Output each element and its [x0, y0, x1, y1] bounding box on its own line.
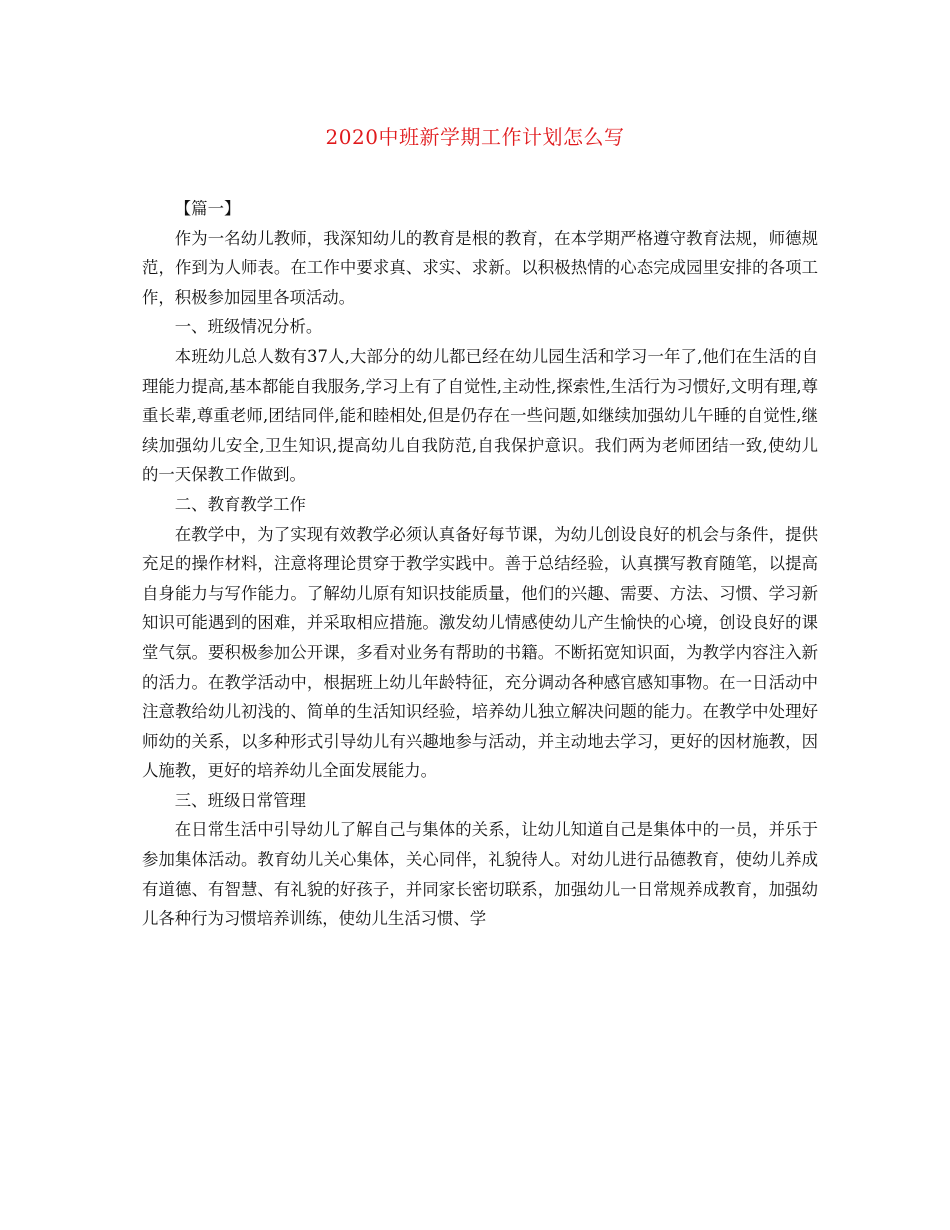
heading-daily-management: 三、班级日常管理 [174, 790, 306, 810]
section-marker: 【篇一】 [174, 199, 241, 218]
teaching-work-paragraph: 在教学中，为了实现有效教学必须认真备好每节课，为幼儿创设良好的机会与条件，提供充足的操作材料，注意将理论贯穿于教学实践中。善于总结经验，认真撰写教育随笔，以提高自身能力与写作能力。了解幼儿原有知识技能质量，他们的兴趣、需要、方法、习惯、学习新知识可能遇到的困难，并采取相应措施。激发幼儿情感使幼儿产生愉快的心境，创设良好的课堂气氛。要积极参加公开课，多看对业务有帮助的书籍。不断拓宽知识面，为教学内容注入新的活力。在教学活动中，根据班上幼儿年龄特征，充分调动各种感官感知事物。在一日活动中注意教给幼儿初浅的、简单的生活知识经验，培养幼儿独立解决问题的能力。在教学中处理好师幼的关系，以多种形式引导幼儿有兴趣地参与活动，并主动地去学习，更好的因材施教，因人施教，更好的培养幼儿全面发展能力。 [142, 524, 818, 781]
daily-management-paragraph: 在日常生活中引导幼儿了解自己与集体的关系，让幼儿知道自己是集体中的一员，并乐于参加集体活动。教育幼儿关心集体，关心同伴，礼貌待人。对幼儿进行品德教育，使幼儿养成有道德、有智慧、有礼貌的好孩子，并同家长密切联系，加强幼儿一日常规养成教育，加强幼儿各种行为习惯培养训练，使幼儿生活习惯、学 [142, 820, 818, 929]
heading-teaching-work: 二、教育教学工作 [174, 494, 306, 514]
heading-class-analysis: 一、班级情况分析。 [174, 317, 323, 337]
document-title: 2020中班新学期工作计划怎么写 [325, 125, 625, 149]
class-analysis-paragraph: 本班幼儿总人数有37人,大部分的幼儿都已经在幼儿园生活和学习一年了,他们在生活的自理能力提高,基本都能自我服务,学习上有了自觉性,主动性,探索性,生活行为习惯好,文明有理,尊重长辈,尊重老师,团结同伴,能和睦相处,但是仍存在一些问题,如继续加强幼儿午睡的自觉性,继续加强幼儿安全,卫生知识,提高幼儿自我防范,自我保护意识。我们两为老师团结一致,使幼儿的一天保教工作做到。 [142, 346, 818, 485]
document-body [142, 194, 818, 934]
intro-paragraph: 作为一名幼儿教师，我深知幼儿的教育是根的教育，在本学期严格遵守教育法规，师德规范，作到为人师表。在工作中要求真、求实、求新。以积极热情的心态完成园里安排的各项工作，积极参加园里各项活动。 [142, 228, 818, 307]
